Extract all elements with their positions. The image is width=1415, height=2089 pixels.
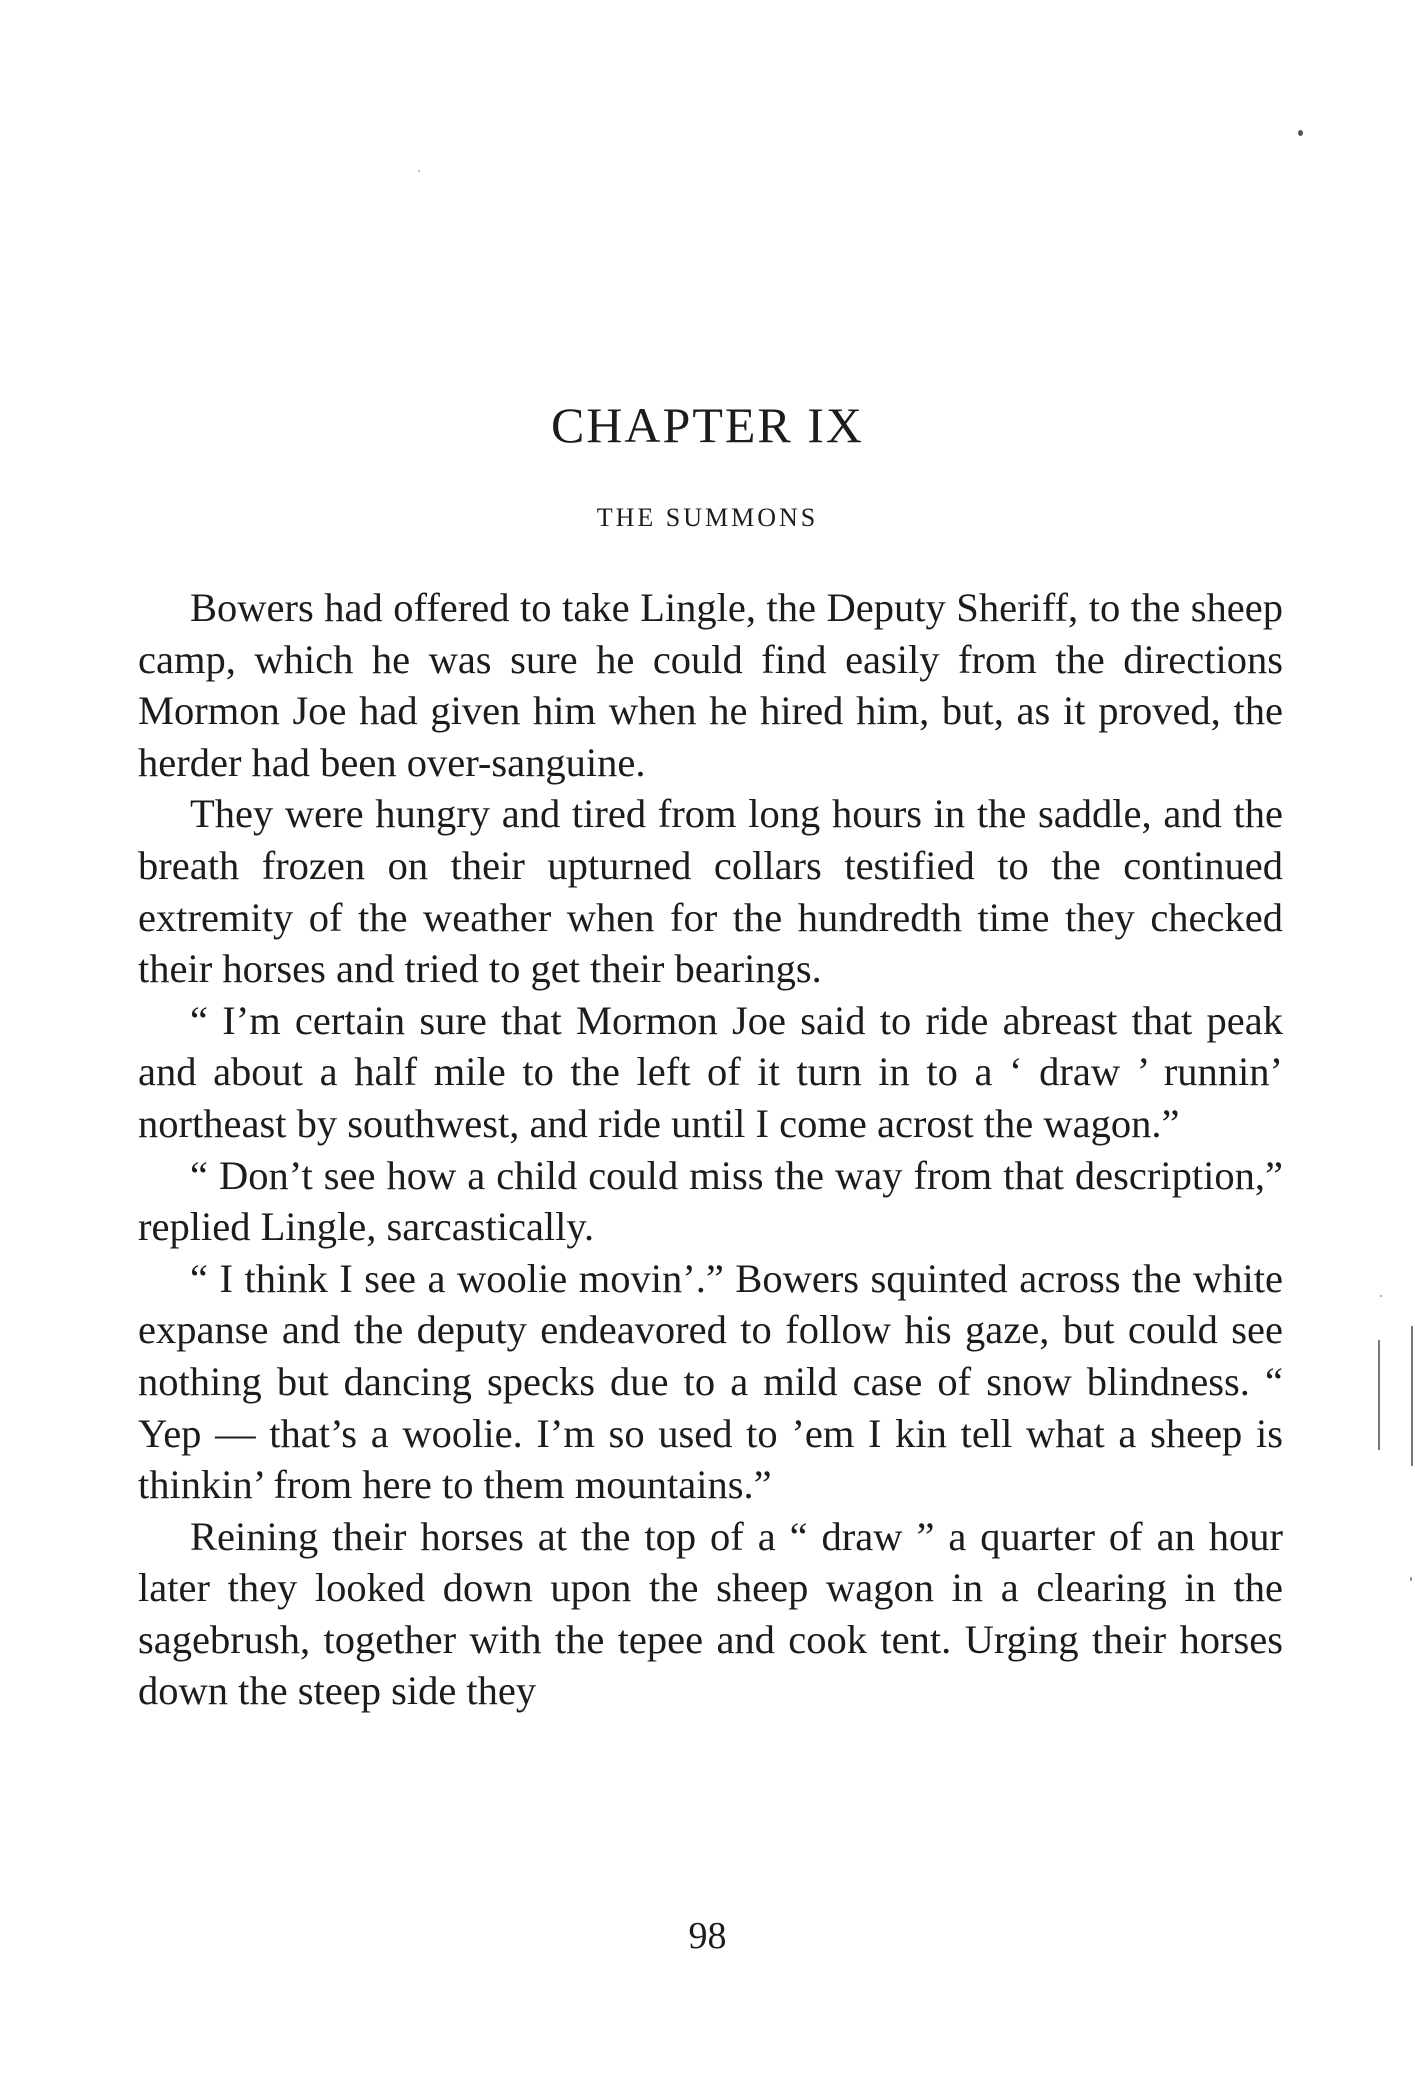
paragraph: “ I think I see a woolie movin’.” Bowers squinted across the white expanse and the deputy endeavored to follow his gaze, but could see nothing but dancing specks due to a mild case of snow blindness. “ Yep — that’s a woolie. I’m so used to ’em I kin tell what a sheep is thinkin’ from here to them mountains.” bbox=[138, 1255, 1283, 1508]
paragraph: “ I’m certain sure that Mormon Joe said to ride abreast that peak and about a half mile to the left of it turn in to a ‘ draw ’ runnin’ northeast by southwest, and ride until I come acrost the wagon.” bbox=[138, 997, 1283, 1146]
chapter-subtitle: THE SUMMONS bbox=[596, 503, 819, 532]
chapter-title: CHAPTER IX bbox=[550, 397, 865, 453]
paragraph: Reining their horses at the top of a “ draw ” a quarter of an hour later they looked down upon the sheep wagon in a clearing in the sagebrush, together with the tepee and cook tent. Urging their horses down the steep side they bbox=[138, 1513, 1283, 1714]
paragraph: They were hungry and tired from long hours in the saddle, and the breath frozen on their upturned collars testified to the continued extremity of the weather when for the hundredth time they checked their horses and tried to get their bearings. bbox=[138, 791, 1283, 992]
margin-line bbox=[1378, 1340, 1380, 1450]
paragraph: “ Don’t see how a child could miss the way from that description,” replied Lingle, sarcastically. bbox=[138, 1152, 1283, 1250]
scan-speck bbox=[418, 170, 420, 172]
scan-speck bbox=[1380, 1295, 1382, 1297]
scan-speck bbox=[1410, 1577, 1412, 1581]
paragraph: Bowers had offered to take Lingle, the Deputy Sheriff, to the sheep camp, which he was sure he could find easily from the directions Mormon Joe had given him when he hired him, but, as it proved, the herder had been over-sanguine. bbox=[138, 585, 1283, 785]
scan-speck bbox=[1298, 130, 1303, 136]
chapter-body bbox=[138, 582, 1283, 1717]
margin-line bbox=[1411, 1326, 1413, 1466]
page-number: 98 bbox=[688, 1915, 727, 1957]
